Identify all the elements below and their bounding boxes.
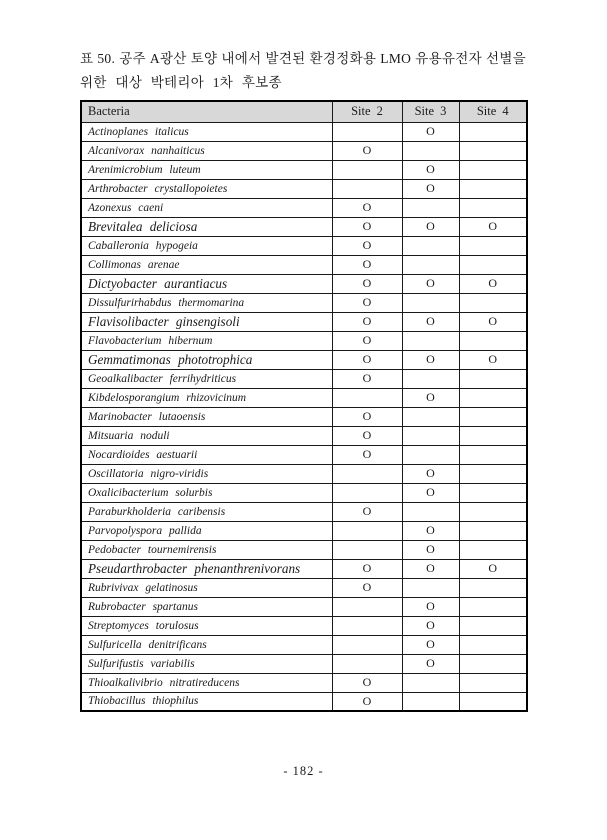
table-row [81, 426, 527, 445]
site3-mark [402, 293, 459, 312]
table-row [81, 369, 527, 388]
bacteria-name: Flavobacterium hibernum [81, 331, 332, 350]
site2-mark [332, 654, 402, 673]
site3-mark: O [402, 521, 459, 540]
site2-mark: O [332, 369, 402, 388]
site2-mark [332, 179, 402, 198]
site3-mark: O [402, 654, 459, 673]
site3-mark [402, 426, 459, 445]
bacteria-name: Thiobacillus thiophilus [81, 692, 332, 711]
site2-mark: O [332, 141, 402, 160]
site4-mark [459, 179, 527, 198]
table-row [81, 464, 527, 483]
site4-mark [459, 635, 527, 654]
site2-mark: O [332, 274, 402, 293]
site2-mark: O [332, 445, 402, 464]
site2-mark: O [332, 255, 402, 274]
table-row [81, 179, 527, 198]
table-row [81, 388, 527, 407]
table-row [81, 217, 527, 236]
table-row [81, 331, 527, 350]
table-row [81, 160, 527, 179]
bacteria-name: Arenimicrobium luteum [81, 160, 332, 179]
bacteria-name: Pseudarthrobacter phenanthrenivorans [81, 559, 332, 578]
site3-mark [402, 255, 459, 274]
site2-mark: O [332, 236, 402, 255]
site4-mark [459, 331, 527, 350]
table-row [81, 559, 527, 578]
table-row [81, 673, 527, 692]
site4-mark [459, 483, 527, 502]
table-row [81, 141, 527, 160]
site2-mark: O [332, 350, 402, 369]
site4-mark [459, 673, 527, 692]
table-row [81, 350, 527, 369]
site4-mark [459, 426, 527, 445]
site4-mark [459, 122, 527, 141]
site3-mark [402, 578, 459, 597]
site3-mark: O [402, 559, 459, 578]
site4-mark [459, 198, 527, 217]
table-row [81, 445, 527, 464]
table-row [81, 236, 527, 255]
table-row [81, 616, 527, 635]
site3-mark [402, 692, 459, 711]
bacteria-name: Arthrobacter crystallopoietes [81, 179, 332, 198]
site3-mark: O [402, 274, 459, 293]
site2-mark: O [332, 331, 402, 350]
site2-mark [332, 160, 402, 179]
site4-mark: O [459, 312, 527, 331]
bacteria-name: Gemmatimonas phototrophica [81, 350, 332, 369]
site4-mark [459, 654, 527, 673]
site3-mark: O [402, 388, 459, 407]
site2-mark: O [332, 578, 402, 597]
site3-mark: O [402, 160, 459, 179]
site4-mark: O [459, 274, 527, 293]
table-row [81, 654, 527, 673]
bacteria-name: Thioalkalivibrio nitratireducens [81, 673, 332, 692]
bacteria-name: Parvopolyspora pallida [81, 521, 332, 540]
bacteria-name: Nocardioides aestuarii [81, 445, 332, 464]
table-row [81, 274, 527, 293]
site3-mark: O [402, 464, 459, 483]
site3-mark: O [402, 350, 459, 369]
site2-mark: O [332, 559, 402, 578]
site3-mark [402, 502, 459, 521]
bacteria-name: Azonexus caeni [81, 198, 332, 217]
site4-mark [459, 141, 527, 160]
site4-mark [459, 502, 527, 521]
bacteria-name: Rubrivivax gelatinosus [81, 578, 332, 597]
site4-mark: O [459, 559, 527, 578]
table-caption-line2: 위한 대상 박테리아 1차 후보종 [80, 75, 282, 90]
bacteria-name: Dictyobacter aurantiacus [81, 274, 332, 293]
site3-mark [402, 198, 459, 217]
site2-mark [332, 483, 402, 502]
table-row [81, 293, 527, 312]
site2-mark [332, 616, 402, 635]
bacteria-name: Oxalicibacterium solurbis [81, 483, 332, 502]
site3-mark [402, 407, 459, 426]
table-row [81, 578, 527, 597]
site3-mark [402, 445, 459, 464]
site4-mark [459, 464, 527, 483]
site2-mark: O [332, 198, 402, 217]
site4-mark [459, 388, 527, 407]
site2-mark [332, 597, 402, 616]
site3-mark: O [402, 635, 459, 654]
bacteria-name: Caballeronia hypogeia [81, 236, 332, 255]
site3-mark [402, 331, 459, 350]
site3-mark: O [402, 616, 459, 635]
table-row [81, 521, 527, 540]
site3-mark: O [402, 179, 459, 198]
column-header-site4: Site 4 [459, 101, 527, 122]
table-row [81, 483, 527, 502]
bacteria-name: Alcanivorax nanhaiticus [81, 141, 332, 160]
site4-mark [459, 445, 527, 464]
site2-mark: O [332, 502, 402, 521]
site4-mark [459, 236, 527, 255]
table-row [81, 540, 527, 559]
bacteria-name: Oscillatoria nigro-viridis [81, 464, 332, 483]
bacteria-name: Pedobacter tournemirensis [81, 540, 332, 559]
site3-mark [402, 369, 459, 388]
site2-mark: O [332, 407, 402, 426]
site4-mark [459, 692, 527, 711]
bacteria-name: Sulfuricella denitrificans [81, 635, 332, 654]
table-caption-line1: 표 50. 공주 A광산 토양 내에서 발견된 환경정화용 LMO 유용유전자 선별을 [80, 51, 526, 66]
bacteria-name: Actinoplanes italicus [81, 122, 332, 141]
bacteria-name: Mitsuaria noduli [81, 426, 332, 445]
site2-mark [332, 540, 402, 559]
site4-mark [459, 597, 527, 616]
page-number: - 182 - [283, 764, 324, 778]
table-caption [80, 47, 526, 95]
bacteria-name: Paraburkholderia caribensis [81, 502, 332, 521]
table-header [81, 101, 527, 122]
site4-mark [459, 616, 527, 635]
table-row [81, 122, 527, 141]
site4-mark [459, 293, 527, 312]
table-row [81, 407, 527, 426]
site2-mark: O [332, 673, 402, 692]
site3-mark: O [402, 122, 459, 141]
table-row [81, 597, 527, 616]
table-row [81, 198, 527, 217]
site3-mark: O [402, 483, 459, 502]
site4-mark [459, 407, 527, 426]
site4-mark [459, 369, 527, 388]
bacteria-name: Marinobacter lutaoensis [81, 407, 332, 426]
site2-mark [332, 521, 402, 540]
site2-mark [332, 464, 402, 483]
site2-mark [332, 635, 402, 654]
bacteria-name: Dissulfurirhabdus thermomarina [81, 293, 332, 312]
bacteria-name: Rubrobacter spartanus [81, 597, 332, 616]
table-row [81, 255, 527, 274]
site4-mark [459, 521, 527, 540]
site4-mark: O [459, 350, 527, 369]
table-row [81, 692, 527, 711]
bacteria-name: Flavisolibacter ginsengisoli [81, 312, 332, 331]
site2-mark: O [332, 692, 402, 711]
site3-mark: O [402, 597, 459, 616]
bacteria-candidates-table [80, 100, 528, 712]
site2-mark: O [332, 217, 402, 236]
site2-mark: O [332, 312, 402, 331]
table-header-row [81, 101, 527, 122]
column-header-site3: Site 3 [402, 101, 459, 122]
column-header-site2: Site 2 [332, 101, 402, 122]
site3-mark: O [402, 540, 459, 559]
column-header-bacteria: Bacteria [81, 101, 332, 122]
site3-mark [402, 141, 459, 160]
site4-mark [459, 160, 527, 179]
bacteria-name: Collimonas arenae [81, 255, 332, 274]
site3-mark: O [402, 312, 459, 331]
page-content [80, 47, 526, 712]
table-row [81, 502, 527, 521]
bacteria-name: Sulfurifustis variabilis [81, 654, 332, 673]
table-row [81, 635, 527, 654]
site2-mark: O [332, 293, 402, 312]
site3-mark: O [402, 217, 459, 236]
site2-mark [332, 122, 402, 141]
site2-mark [332, 388, 402, 407]
site4-mark [459, 255, 527, 274]
site4-mark [459, 578, 527, 597]
site4-mark [459, 540, 527, 559]
bacteria-name: Brevitalea deliciosa [81, 217, 332, 236]
site2-mark: O [332, 426, 402, 445]
site3-mark [402, 236, 459, 255]
site4-mark: O [459, 217, 527, 236]
table-row [81, 312, 527, 331]
bacteria-table-body [81, 122, 527, 711]
site3-mark [402, 673, 459, 692]
bacteria-name: Streptomyces torulosus [81, 616, 332, 635]
bacteria-name: Kibdelosporangium rhizovicinum [81, 388, 332, 407]
bacteria-name: Geoalkalibacter ferrihydriticus [81, 369, 332, 388]
